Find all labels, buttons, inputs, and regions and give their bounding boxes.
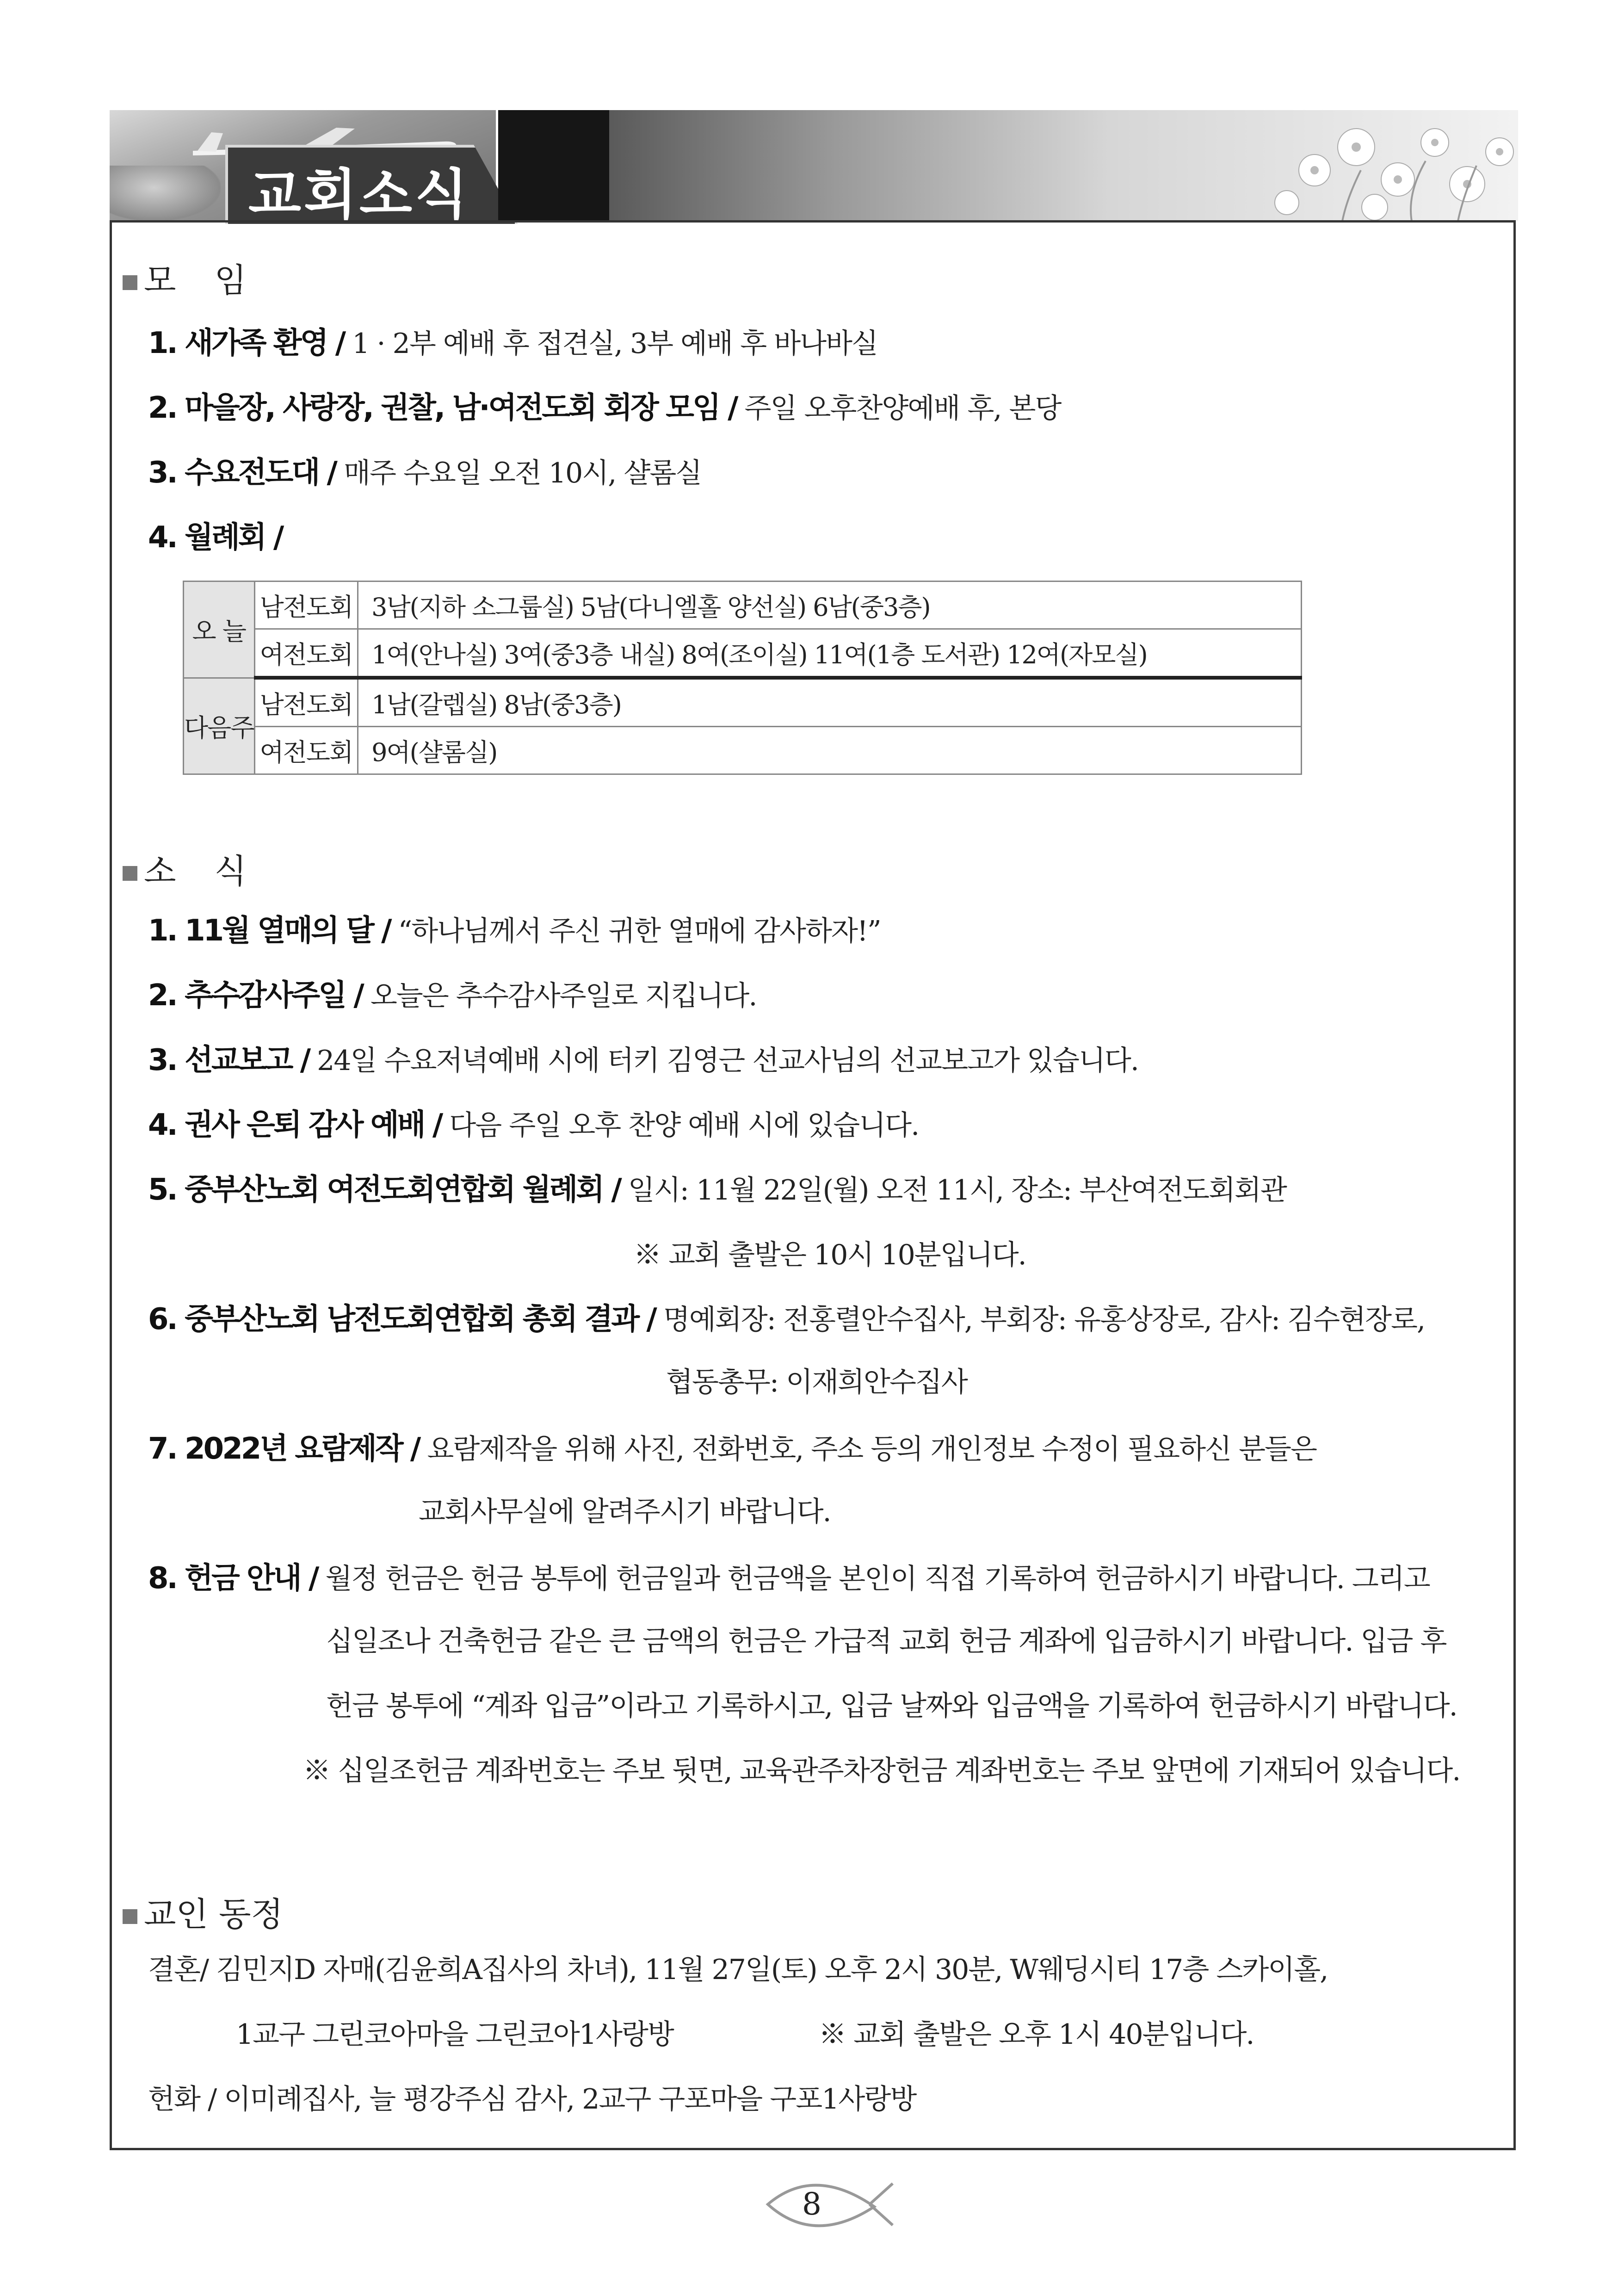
table-details-cell: 1여(안나실) 3여(중3층 내실) 8여(조이실) 11여(1층 도서관) 12여(자모실): [358, 629, 1302, 678]
table-row: [184, 727, 1302, 774]
table-group-label: 오 늘: [184, 581, 255, 678]
table-type-cell: 남전도회: [254, 581, 358, 629]
square-bullet-icon: [123, 275, 137, 290]
square-bullet-icon: [123, 866, 137, 881]
news-item-title: 7. 2022년 요람제작 /: [148, 1432, 420, 1466]
news-item-title: 8. 헌금 안내 /: [148, 1561, 318, 1596]
news-item-8-note: ※ 십일조헌금 계좌번호는 주보 뒷면, 교육관주차장헌금 계좌번호는 주보 앞면에 기재되어 있습니다.: [303, 1755, 1460, 1787]
news-heading-text: 소 식: [144, 852, 260, 891]
table-row: [184, 581, 1302, 629]
news-item-title: 2. 추수감사주일 /: [148, 978, 363, 1013]
news-item-text: 명예회장: 전홍렬안수집사, 부회장: 유홍상장로, 감사: 김수현장로,: [663, 1304, 1425, 1336]
members-wedding-note: ※ 교회 출발은 오후 1시 40분입니다.: [819, 2018, 1254, 2051]
table-details-cell: 9여(샬롬실): [358, 727, 1302, 774]
header-black-block: [498, 110, 609, 221]
news-item-text: 일시: 11월 22일(월) 오전 11시, 장소: 부산여전도회회관: [628, 1174, 1286, 1206]
news-item-title: 3. 선교보고 /: [148, 1043, 309, 1077]
news-item-7: [148, 1425, 1316, 1467]
news-heading: [123, 844, 260, 892]
members-flowers: 헌화 / 이미례집사, 늘 평강주심 감사, 2교구 구포마을 구포1사랑방: [148, 2083, 916, 2116]
news-item-text: 다음 주일 오후 찬양 예배 시에 있습니다.: [449, 1109, 919, 1142]
news-item-6: [148, 1295, 1425, 1338]
meeting-item-title: 4. 월례회 /: [148, 520, 283, 555]
meeting-item-title: 3. 수요전도대 /: [148, 456, 336, 490]
table-type-cell: 여전도회: [254, 629, 358, 678]
members-heading: [123, 1887, 283, 1936]
header-banner: [110, 110, 1518, 227]
table-details-cell: 1남(갈렙실) 8남(중3층): [358, 678, 1302, 727]
news-item-text: 오늘은 추수감사주일로 지킵니다.: [370, 980, 757, 1012]
meetings-heading: [123, 254, 260, 302]
news-item-text: “하나님께서 주신 귀한 열매에 감사하자!”: [398, 915, 881, 947]
news-item-text: 24일 수요저녁예배 시에 터키 김영근 선교사님의 선교보고가 있습니다.: [317, 1045, 1138, 1077]
members-heading-text: 교인 동정: [144, 1895, 284, 1934]
meeting-item-text: 매주 수요일 오전 10시, 샬롬실: [343, 457, 702, 489]
meetings-heading-text: 모 임: [144, 261, 260, 300]
news-item-3: [148, 1036, 1138, 1079]
flowers-icon: [1259, 110, 1518, 221]
monthly-meeting-table: [183, 581, 1302, 775]
table-row: [184, 678, 1302, 727]
table-type-cell: 남전도회: [254, 678, 358, 727]
members-wedding-group: 1교구 그린코아마을 그린코아1사랑방: [236, 2018, 673, 2051]
news-item-title: 6. 중부산노회 남전도회연합회 총회 결과 /: [148, 1302, 655, 1336]
news-item-8-cont-2: 헌금 봉투에 “계좌 입금”이라고 기록하시고, 입금 날짜와 입금액을 기록하여 헌금하시기 바랍니다.: [326, 1690, 1457, 1722]
meeting-item-text: 1 · 2부 예배 후 접견실, 3부 예배 후 바나바실: [352, 328, 877, 360]
table-group-label: 다음주: [184, 678, 255, 774]
header-gradient: [609, 110, 1518, 221]
meeting-item-4: [148, 513, 282, 556]
news-item-6-cont: 협동총무: 이재희안수집사: [666, 1366, 967, 1398]
meeting-item-title: 1. 새가족 환영 /: [148, 326, 345, 360]
news-item-title: 4. 권사 은퇴 감사 예배 /: [148, 1108, 442, 1142]
members-wedding: 결혼/ 김민지D 자매(김윤희A집사의 차녀), 11월 27일(토) 오후 2시 30분, W웨딩시티 17층 스카이홀,: [148, 1954, 1328, 1986]
news-item-5: [148, 1166, 1286, 1208]
meeting-item-text: 주일 오후찬양예배 후, 본당: [744, 392, 1061, 425]
table-details-cell: 3남(지하 소그룹실) 5남(다니엘홀 양선실) 6남(중3층): [358, 581, 1302, 629]
hand-image: [110, 166, 221, 221]
news-item-title: 5. 중부산노회 여전도회연합회 월례회 /: [148, 1173, 620, 1207]
news-item-8: [148, 1554, 1430, 1597]
news-item-4: [148, 1101, 919, 1144]
page-title: 교회소식: [248, 163, 470, 227]
news-item-5-note: ※ 교회 출발은 10시 10분입니다.: [634, 1239, 1026, 1271]
news-item-7-cont: 교회사무실에 알려주시기 바랍니다.: [419, 1496, 831, 1528]
news-item-title: 1. 11월 열매의 달 /: [148, 914, 390, 948]
square-bullet-icon: [123, 1909, 137, 1924]
meeting-item-1: [148, 319, 877, 362]
news-item-text: 월정 헌금은 헌금 봉투에 헌금일과 헌금액을 본인이 직접 기록하여 헌금하시기 바랍니다. 그리고: [325, 1563, 1430, 1595]
news-item-2: [148, 971, 756, 1014]
news-item-8-cont-1: 십일조나 건축헌금 같은 큰 금액의 헌금은 가급적 교회 헌금 계좌에 입금하시기 바랍니다. 입금 후: [326, 1625, 1446, 1658]
page-number: 8: [802, 2186, 821, 2222]
news-item-1: [148, 907, 881, 949]
table-row: [184, 629, 1302, 678]
table-type-cell: 여전도회: [254, 727, 358, 774]
meeting-item-2: [148, 384, 1061, 427]
meeting-item-3: [148, 449, 701, 491]
meeting-item-title: 2. 마을장, 사랑장, 권찰, 남·여전도회 회장 모임 /: [148, 391, 737, 425]
news-item-text: 요람제작을 위해 사진, 전화번호, 주소 등의 개인정보 수정이 필요하신 분들은: [427, 1433, 1316, 1466]
